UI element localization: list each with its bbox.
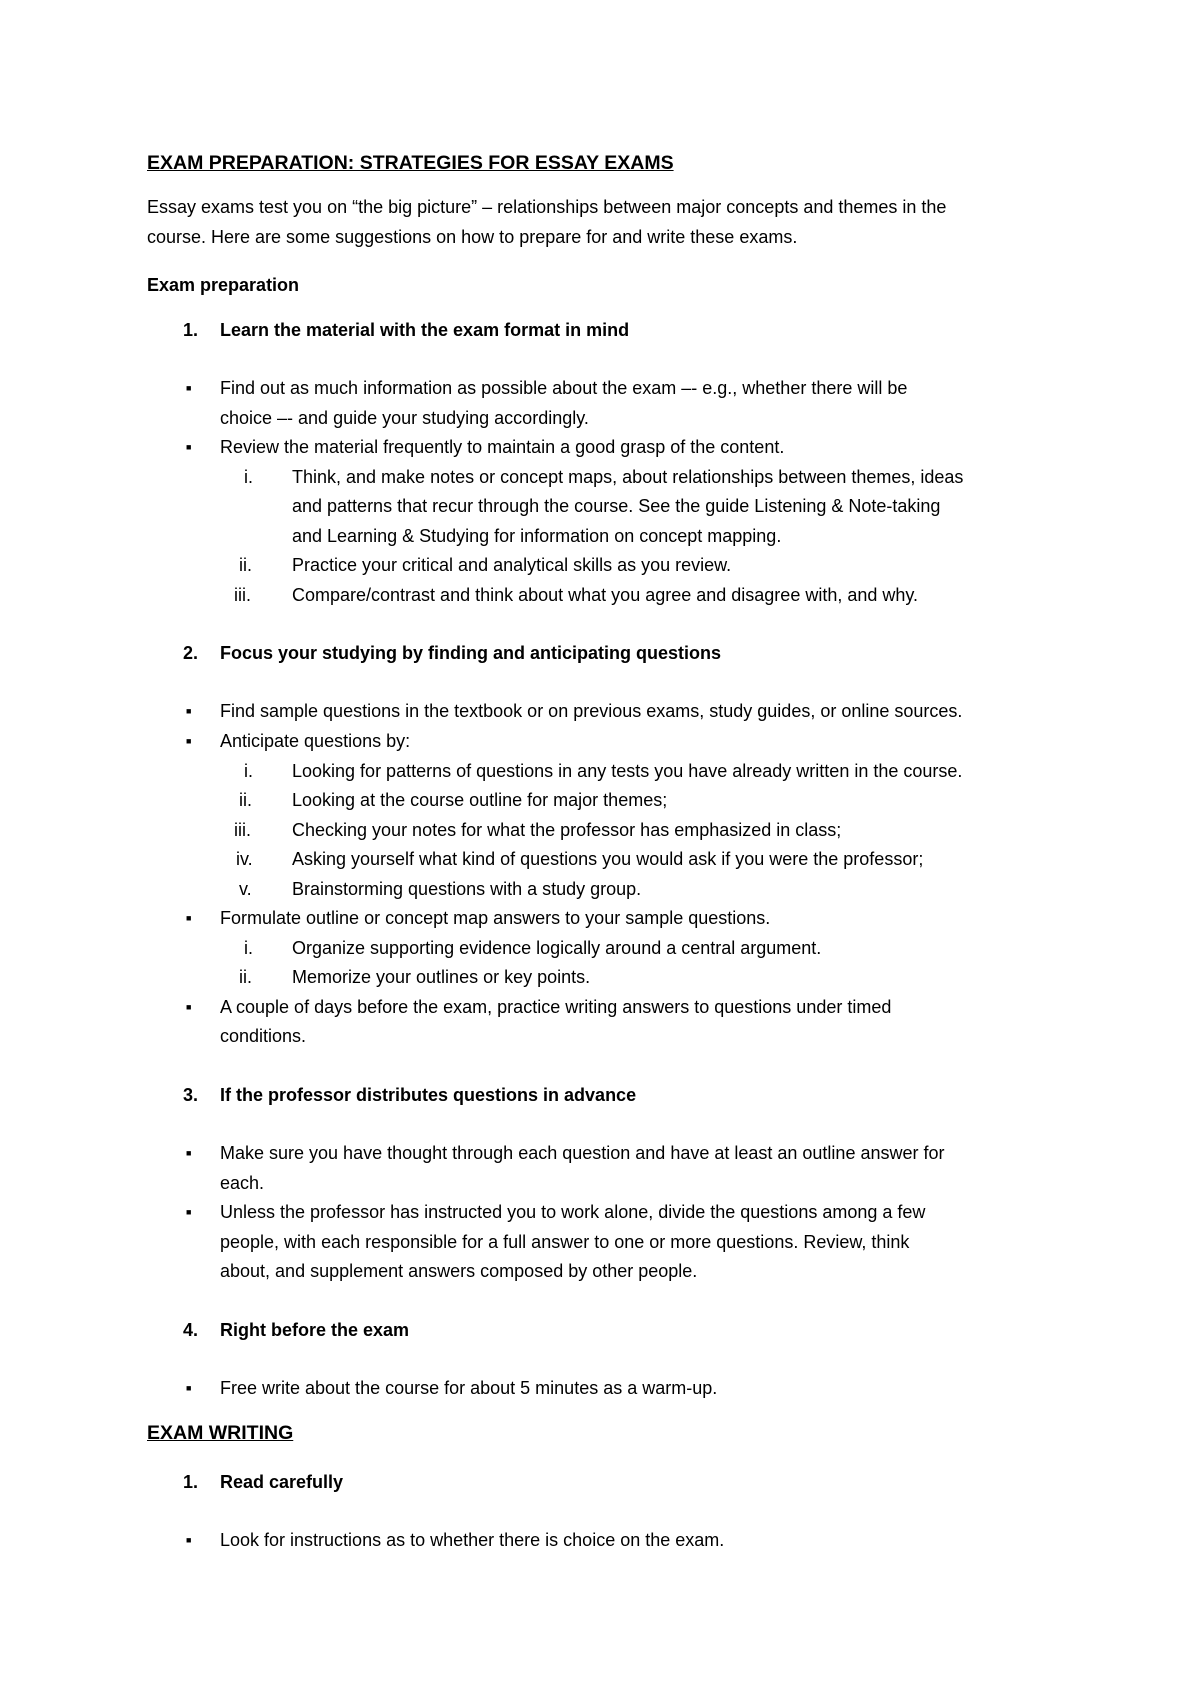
subitem-text: Asking yourself what kind of questions you would ask if you were the professor; bbox=[292, 849, 924, 869]
bullet-text: people, with each responsible for a full answer to one or more questions. Review, think bbox=[220, 1232, 910, 1252]
subitem-number: i. bbox=[244, 467, 253, 487]
bullet-text: Formulate outline or concept map answers to your sample questions. bbox=[220, 908, 771, 928]
bullet-icon: ■ bbox=[186, 1002, 192, 1012]
bullet-text: Anticipate questions by: bbox=[220, 731, 411, 751]
subitem-text: Memorize your outlines or key points. bbox=[292, 967, 591, 987]
subitem-number: ii. bbox=[239, 967, 252, 987]
bullet-text: Free write about the course for about 5 minutes as a warm-up. bbox=[220, 1378, 718, 1398]
item-heading: Read carefully bbox=[220, 1472, 344, 1492]
subitem-number: iii. bbox=[234, 585, 251, 605]
intro-line: course. Here are some suggestions on how to prepare for and write these exams. bbox=[147, 227, 798, 247]
bullet-icon: ■ bbox=[186, 442, 192, 452]
subitem-text: Organize supporting evidence logically around a central argument. bbox=[292, 938, 822, 958]
intro-line: Essay exams test you on “the big picture” – relationships between major concepts and themes in the bbox=[147, 197, 947, 217]
bullet-icon: ■ bbox=[186, 1535, 192, 1545]
bullet-text: choice –- and guide your studying accordingly. bbox=[220, 408, 589, 428]
bullet-text: Find out as much information as possible about the exam –- e.g., whether there will be bbox=[220, 378, 908, 398]
bullet-icon: ■ bbox=[186, 736, 192, 746]
section-title-exam-writing: EXAM WRITING bbox=[147, 1422, 294, 1444]
subitem-text: Checking your notes for what the professor has emphasized in class; bbox=[292, 820, 842, 840]
subitem-text: Compare/contrast and think about what you agree and disagree with, and why. bbox=[292, 585, 919, 605]
subitem-number: v. bbox=[239, 879, 252, 899]
bullet-text: about, and supplement answers composed by other people. bbox=[220, 1261, 698, 1281]
bullet-icon: ■ bbox=[186, 1207, 192, 1217]
bullet-icon: ■ bbox=[186, 1383, 192, 1393]
subitem-text: Looking for patterns of questions in any tests you have already written in the course. bbox=[292, 761, 963, 781]
bullet-icon: ■ bbox=[186, 383, 192, 393]
bullet-text: A couple of days before the exam, practice writing answers to questions under timed bbox=[220, 997, 892, 1017]
bullet-text: Review the material frequently to maintain a good grasp of the content. bbox=[220, 437, 785, 457]
item-heading: Learn the material with the exam format in mind bbox=[220, 320, 630, 340]
item-number: 2. bbox=[183, 643, 199, 663]
subitem-number: i. bbox=[244, 761, 253, 781]
subitem-text: and Learning & Studying for information on concept mapping. bbox=[292, 526, 782, 546]
subitem-number: ii. bbox=[239, 790, 252, 810]
item-number: 3. bbox=[183, 1085, 199, 1105]
bullet-icon: ■ bbox=[186, 1148, 192, 1158]
subitem-text: Brainstorming questions with a study group. bbox=[292, 879, 642, 899]
bullet-text: Find sample questions in the textbook or on previous exams, study guides, or online sources. bbox=[220, 701, 963, 721]
section-heading-exam-preparation: Exam preparation bbox=[147, 275, 300, 295]
bullet-text: conditions. bbox=[220, 1026, 307, 1046]
item-heading: Right before the exam bbox=[220, 1320, 410, 1340]
item-heading: If the professor distributes questions in advance bbox=[220, 1085, 637, 1105]
bullet-icon: ■ bbox=[186, 706, 192, 716]
subitem-number: iv. bbox=[236, 849, 253, 869]
subitem-number: i. bbox=[244, 938, 253, 958]
subitem-text: Think, and make notes or concept maps, about relationships between themes, ideas bbox=[292, 467, 964, 487]
subitem-text: and patterns that recur through the course. See the guide Listening & Note-taking bbox=[292, 496, 941, 516]
subitem-text: Looking at the course outline for major themes; bbox=[292, 790, 668, 810]
item-number: 1. bbox=[183, 1472, 199, 1492]
bullet-text: Look for instructions as to whether there is choice on the exam. bbox=[220, 1530, 725, 1550]
document-title: EXAM PREPARATION: STRATEGIES FOR ESSAY EXAMS bbox=[147, 152, 674, 174]
item-number: 1. bbox=[183, 320, 199, 340]
item-heading: Focus your studying by finding and anticipating questions bbox=[220, 643, 722, 663]
item-number: 4. bbox=[183, 1320, 199, 1340]
bullet-icon: ■ bbox=[186, 913, 192, 923]
bullet-text: each. bbox=[220, 1173, 265, 1193]
subitem-number: ii. bbox=[239, 555, 252, 575]
subitem-text: Practice your critical and analytical skills as you review. bbox=[292, 555, 732, 575]
subitem-number: iii. bbox=[234, 820, 251, 840]
bullet-text: Make sure you have thought through each question and have at least an outline answer for bbox=[220, 1143, 945, 1163]
bullet-text: Unless the professor has instructed you to work alone, divide the questions among a few bbox=[220, 1202, 926, 1222]
